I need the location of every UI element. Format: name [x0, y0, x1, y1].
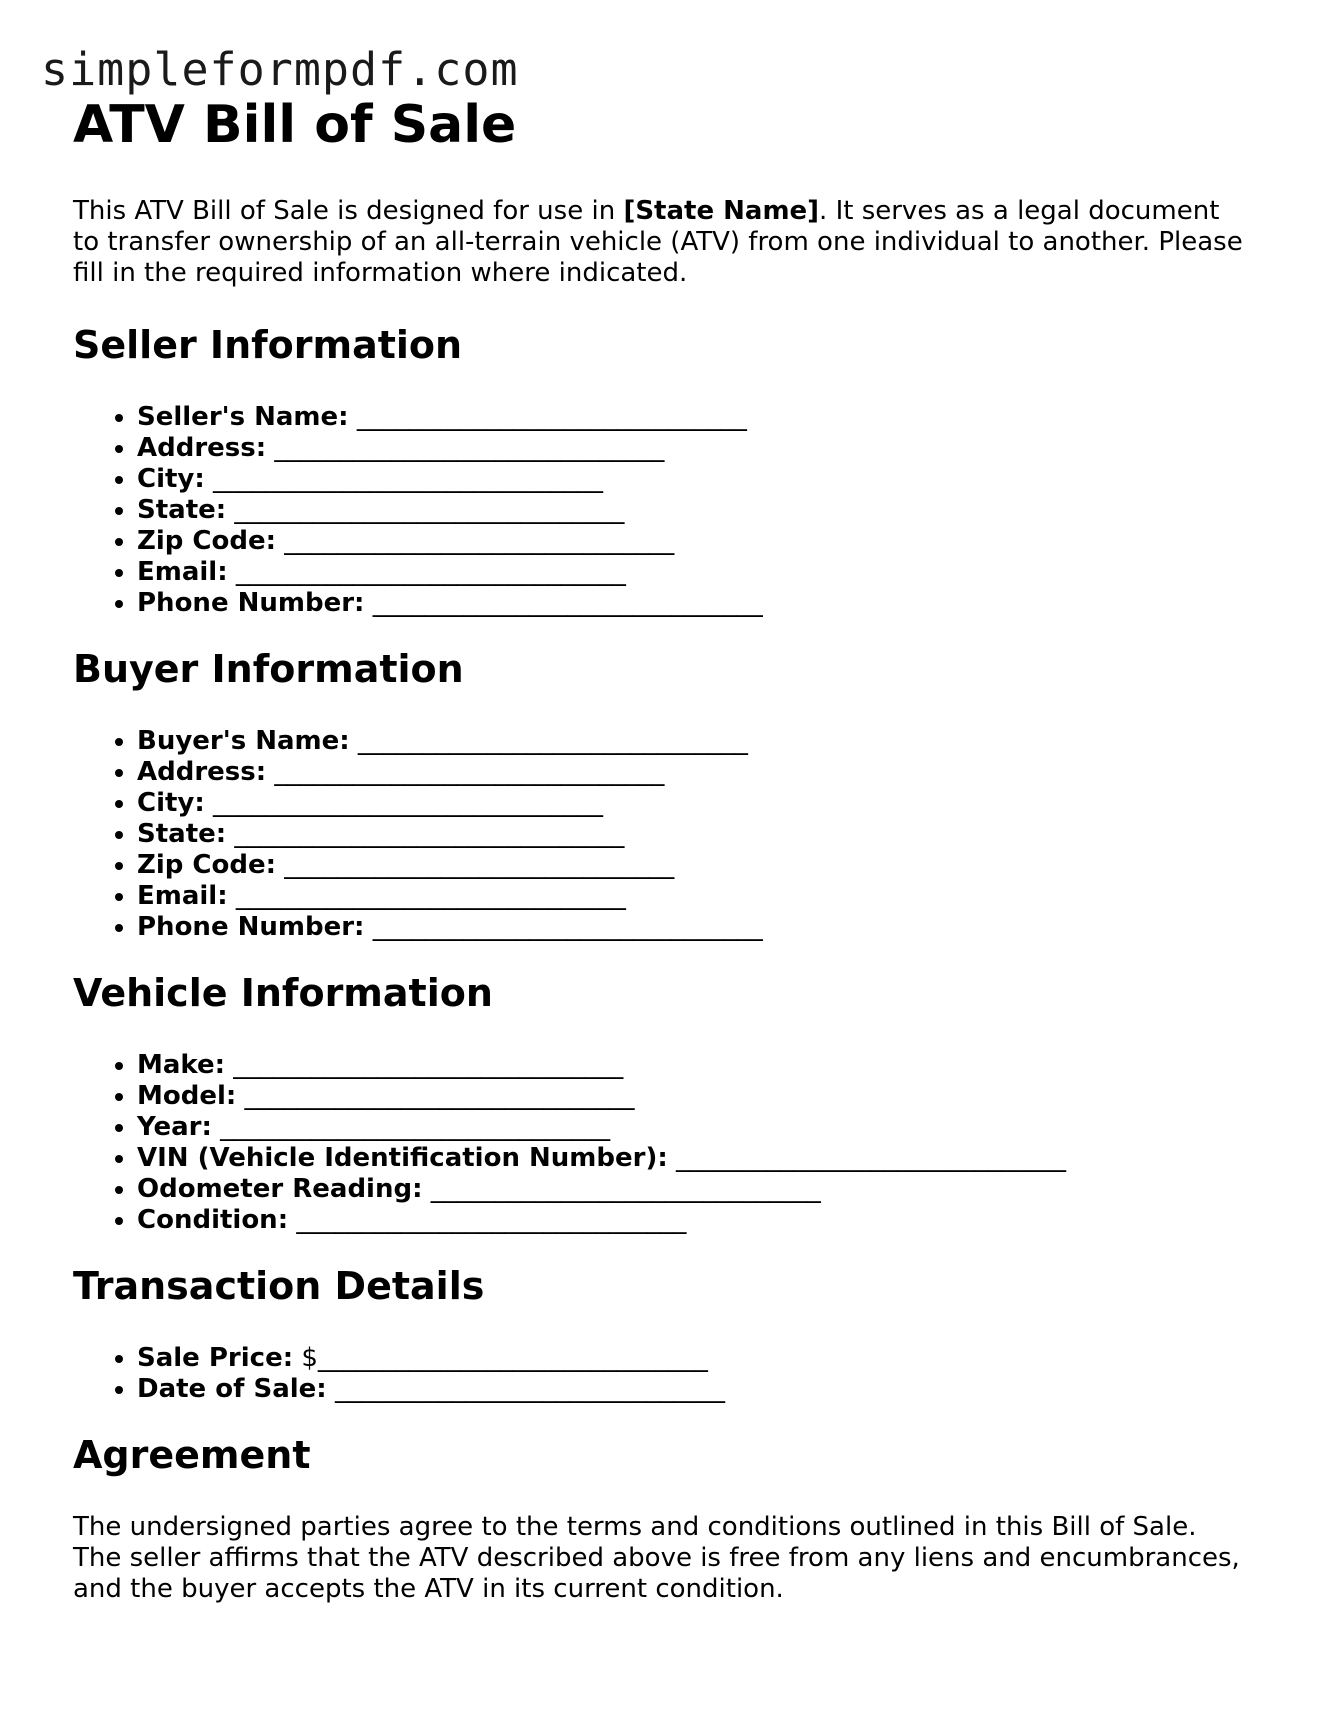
field-label: Seller's Name:: [137, 402, 349, 432]
field-blank[interactable]: ______________________________: [276, 850, 675, 880]
seller-field-list: [73, 402, 1253, 619]
field-blank[interactable]: ______________________________: [211, 1112, 611, 1142]
buyer-state-field[interactable]: [137, 819, 1253, 850]
watermark: simpleformpdf.com: [41, 43, 519, 96]
vehicle-year-field[interactable]: [137, 1112, 1253, 1143]
field-blank[interactable]: ______________________________: [276, 526, 675, 556]
state-name-placeholder: [State Name]: [623, 196, 820, 226]
seller-heading: Seller Information: [73, 323, 463, 367]
field-label: VIN (Vehicle Identification Number):: [137, 1143, 668, 1173]
field-label: Phone Number:: [137, 588, 365, 618]
field-label: Sale Price:: [137, 1343, 294, 1373]
field-label: State:: [137, 819, 227, 849]
seller-state-field[interactable]: [137, 495, 1253, 526]
seller-name-field[interactable]: [137, 402, 1253, 433]
field-blank[interactable]: $______________________________: [293, 1343, 708, 1373]
field-label: Address:: [137, 757, 267, 787]
field-label: Model:: [137, 1081, 237, 1111]
field-blank[interactable]: ______________________________: [288, 1205, 687, 1235]
buyer-heading: Buyer Information: [73, 647, 464, 691]
field-blank[interactable]: ______________________________: [225, 1050, 624, 1080]
field-label: Email:: [137, 881, 228, 911]
field-label: Email:: [137, 557, 228, 587]
field-label: Date of Sale:: [137, 1374, 327, 1404]
field-blank[interactable]: ______________________________: [266, 433, 665, 463]
field-blank[interactable]: ______________________________: [326, 1374, 725, 1404]
field-blank[interactable]: ______________________________: [422, 1174, 821, 1204]
field-blank[interactable]: ______________________________: [266, 757, 665, 787]
buyer-zip-field[interactable]: [137, 850, 1253, 881]
intro-paragraph: [73, 196, 1253, 289]
field-blank[interactable]: ______________________________: [227, 881, 626, 911]
intro-text-before: This ATV Bill of Sale is designed for use in: [73, 196, 624, 226]
field-blank[interactable]: ______________________________: [236, 1081, 635, 1111]
seller-city-field[interactable]: [137, 464, 1253, 495]
field-label: Make:: [137, 1050, 226, 1080]
seller-address-field[interactable]: [137, 433, 1253, 464]
agreement-heading: Agreement: [73, 1433, 311, 1477]
seller-zip-field[interactable]: [137, 526, 1253, 557]
vehicle-make-field[interactable]: [137, 1050, 1253, 1081]
field-label: Zip Code:: [137, 526, 277, 556]
field-blank[interactable]: ______________________________: [227, 557, 626, 587]
vehicle-odometer-field[interactable]: [137, 1174, 1253, 1205]
field-label: Buyer's Name:: [137, 726, 350, 756]
field-blank[interactable]: ______________________________: [364, 588, 763, 618]
intro-text-after: . It serves as a legal document to transfer ownership of an all-terrain vehicle (ATV) from one individual to another. Please fill in the required information where indicated.: [73, 196, 1243, 288]
seller-phone-field[interactable]: [137, 588, 1253, 619]
buyer-city-field[interactable]: [137, 788, 1253, 819]
field-label: Address:: [137, 433, 267, 463]
field-blank[interactable]: ______________________________: [348, 402, 747, 432]
field-blank[interactable]: ______________________________: [204, 788, 604, 818]
vehicle-condition-field[interactable]: [137, 1205, 1253, 1236]
field-blank[interactable]: ______________________________: [226, 495, 625, 525]
agreement-text: The undersigned parties agree to the terms and conditions outlined in this Bill of Sale. The seller affirms that the ATV described above is free from any liens and encumbrances, and the buyer accepts the ATV in its current condition.: [73, 1512, 1240, 1604]
field-label: State:: [137, 495, 227, 525]
document: [73, 88, 1253, 1605]
transaction-field-list: [73, 1343, 1253, 1405]
buyer-email-field[interactable]: [137, 881, 1253, 912]
field-blank[interactable]: ______________________________: [667, 1143, 1066, 1173]
buyer-phone-field[interactable]: [137, 912, 1253, 943]
field-blank[interactable]: ______________________________: [364, 912, 763, 942]
field-label: Odometer Reading:: [137, 1174, 423, 1204]
field-blank[interactable]: ______________________________: [226, 819, 625, 849]
vehicle-field-list: [73, 1050, 1253, 1236]
vehicle-vin-field[interactable]: [137, 1143, 1253, 1174]
field-label: Year:: [137, 1112, 212, 1142]
field-label: Zip Code:: [137, 850, 277, 880]
sale-price-field[interactable]: [137, 1343, 1253, 1374]
field-label: Phone Number:: [137, 912, 365, 942]
field-label: City:: [137, 464, 205, 494]
date-of-sale-field[interactable]: [137, 1374, 1253, 1405]
page-title: ATV Bill of Sale: [73, 95, 517, 155]
vehicle-heading: Vehicle Information: [73, 971, 493, 1015]
buyer-field-list: [73, 726, 1253, 943]
buyer-address-field[interactable]: [137, 757, 1253, 788]
field-blank[interactable]: ______________________________: [349, 726, 748, 756]
field-label: Condition:: [137, 1205, 289, 1235]
seller-email-field[interactable]: [137, 557, 1253, 588]
field-label: City:: [137, 788, 205, 818]
transaction-heading: Transaction Details: [73, 1264, 485, 1308]
field-blank[interactable]: ______________________________: [204, 464, 604, 494]
vehicle-model-field[interactable]: [137, 1081, 1253, 1112]
buyer-name-field[interactable]: [137, 726, 1253, 757]
